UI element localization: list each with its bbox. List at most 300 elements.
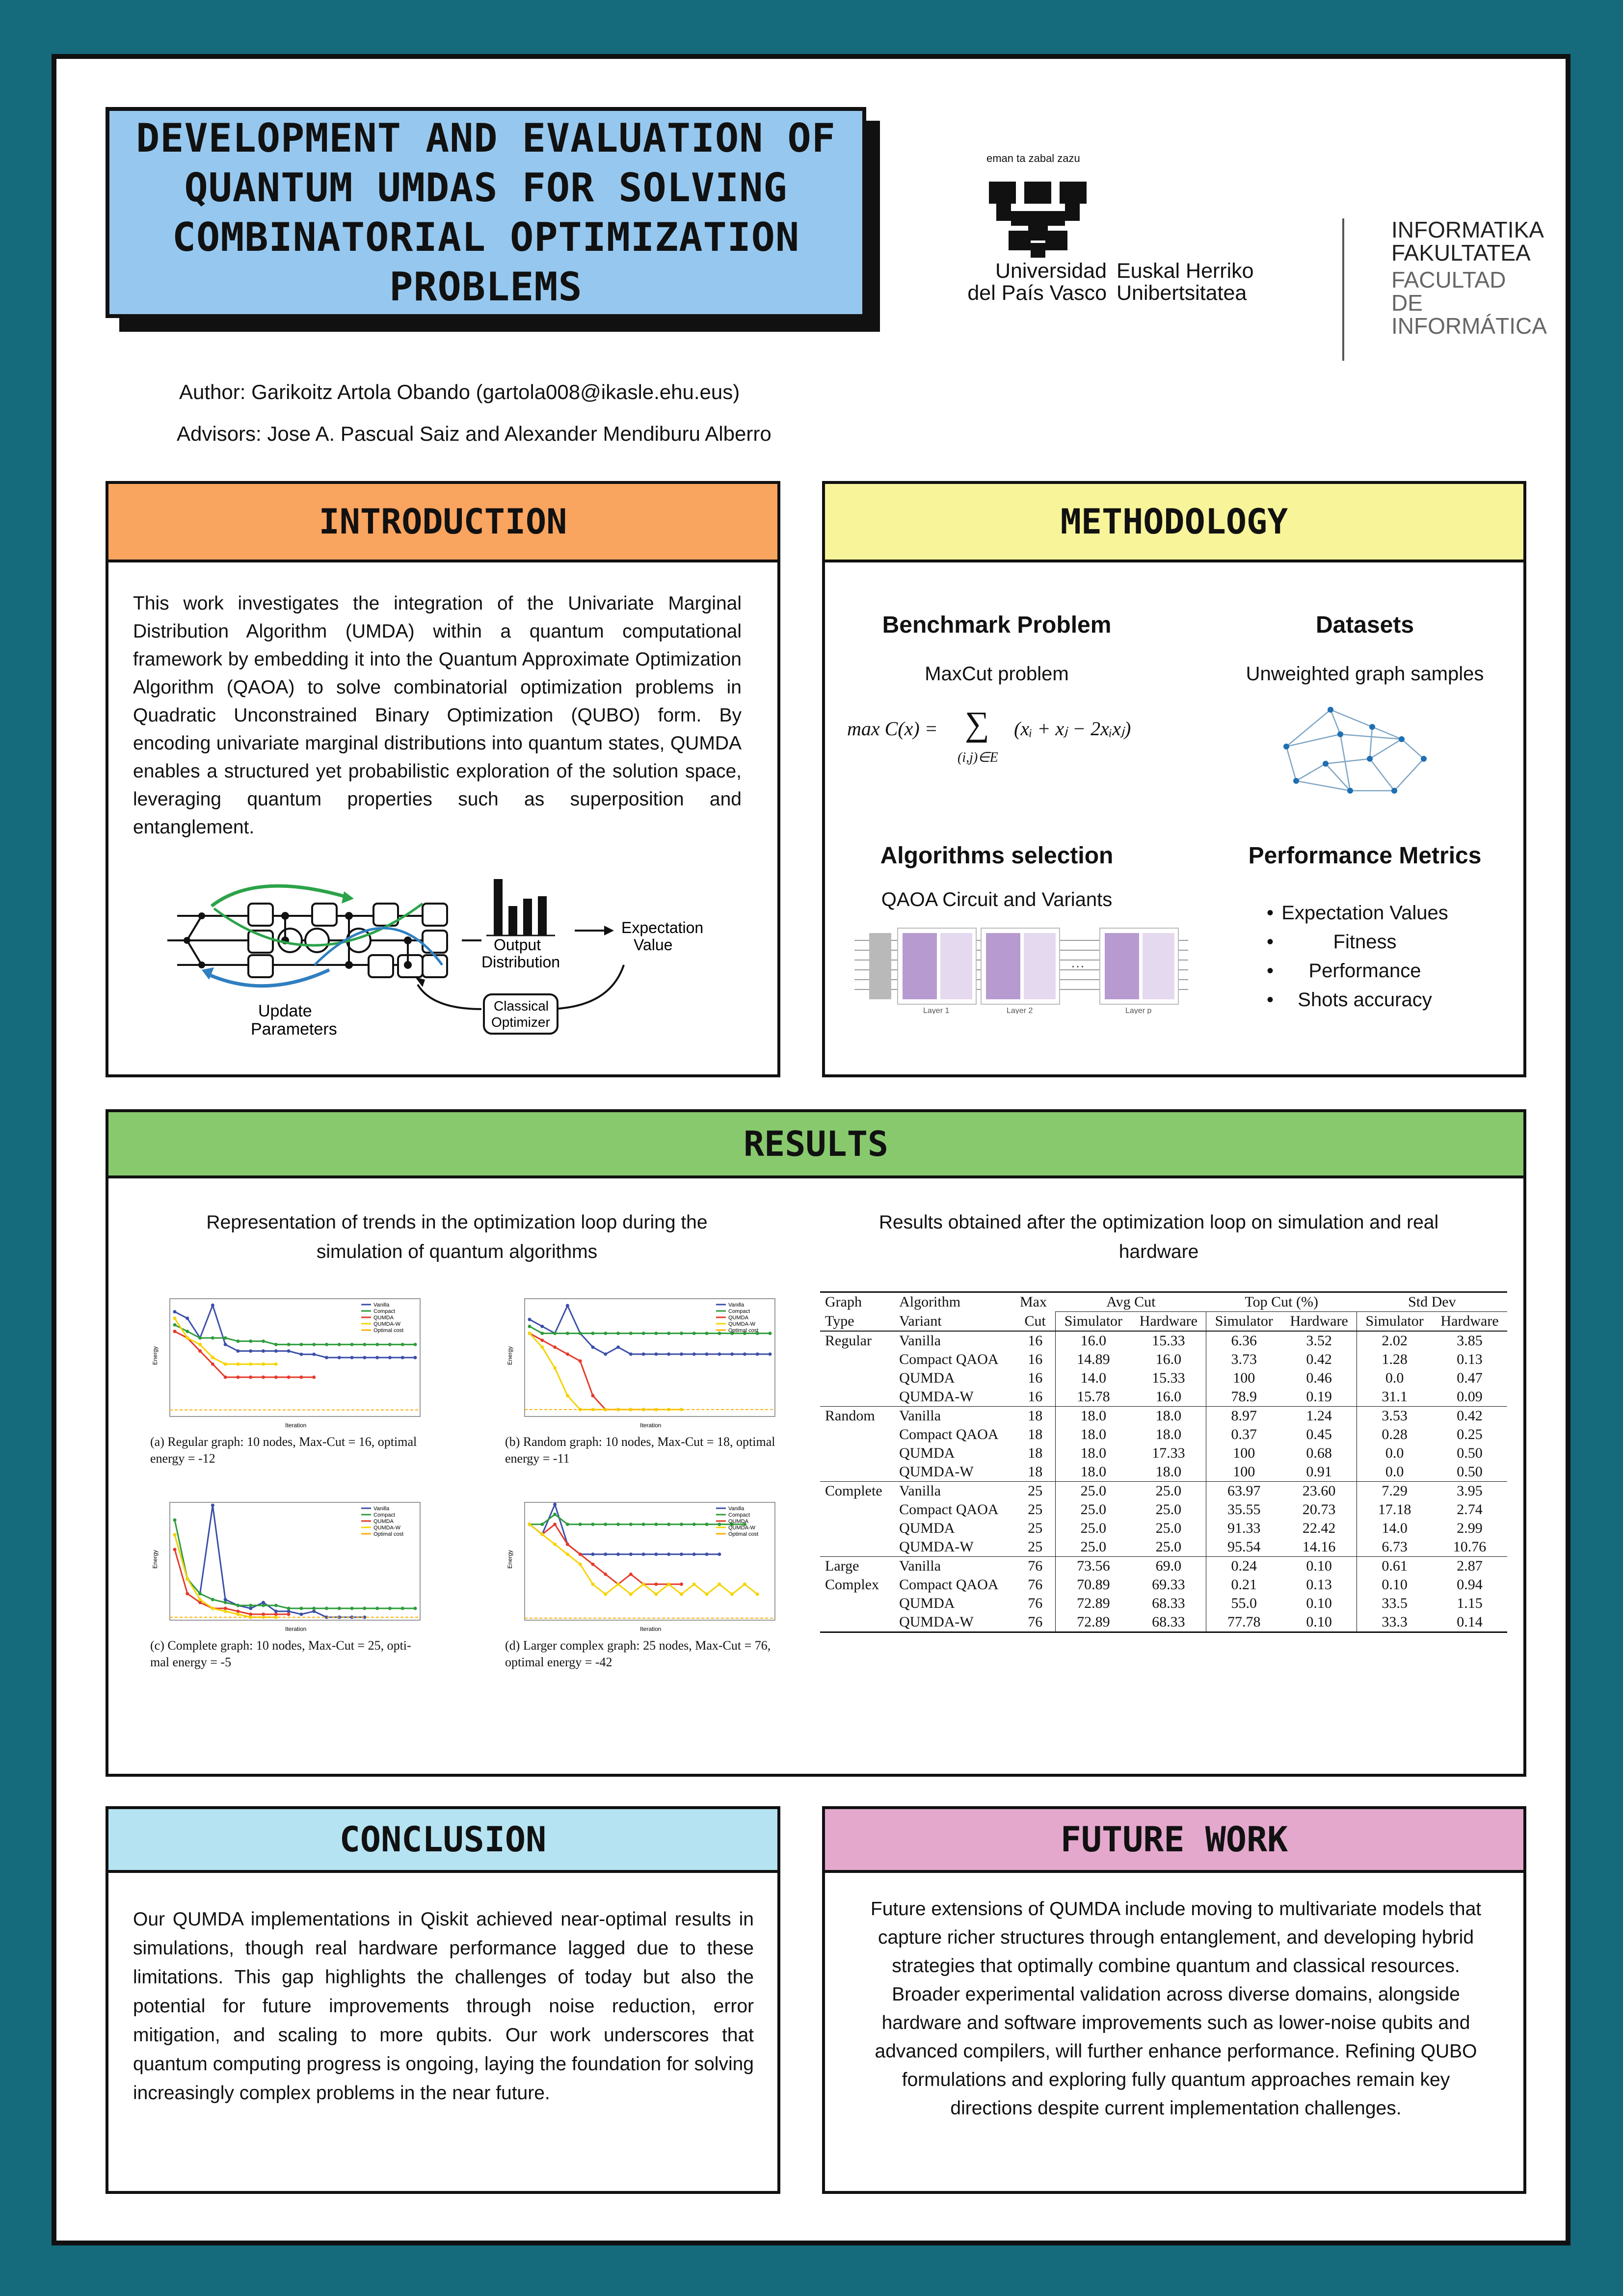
series-point — [730, 1352, 734, 1356]
faculty-name-eu-line1: INFORMATIKA — [1391, 217, 1544, 242]
series-point — [338, 1356, 341, 1360]
table-cell: 76 — [1015, 1575, 1056, 1594]
table-header: Algorithm — [899, 1294, 961, 1310]
series-point — [769, 1352, 772, 1356]
table-cell: 0.28 — [1382, 1426, 1408, 1442]
series-point — [692, 1332, 696, 1335]
table-cell: 77.78 — [1227, 1614, 1261, 1630]
table-header-row — [820, 1312, 1507, 1332]
legend-label: Optimal cost — [373, 1328, 404, 1334]
update-label-2: Parameters — [251, 1020, 337, 1039]
series-point — [312, 1607, 316, 1610]
table-cell: 2.99 — [1457, 1520, 1483, 1536]
table-cell: QUMDA-W — [899, 1388, 974, 1405]
table-row — [820, 1519, 1507, 1538]
series-point — [312, 1343, 316, 1346]
series-point — [654, 1593, 658, 1596]
table-cell: 76 — [1015, 1594, 1056, 1613]
legend-label: QUMDA-W — [728, 1321, 755, 1327]
series-point — [249, 1339, 252, 1343]
series-point — [692, 1522, 696, 1526]
table-header: Max — [1020, 1294, 1047, 1310]
series-point — [566, 1304, 569, 1308]
table-cell: Vanilla — [899, 1333, 941, 1349]
series-point — [287, 1349, 291, 1353]
series-point — [236, 1349, 239, 1353]
table-cell: QUMDA-W — [899, 1539, 974, 1555]
series-point — [540, 1338, 544, 1342]
series-point — [198, 1592, 202, 1596]
series-point — [553, 1345, 557, 1349]
series-point — [540, 1345, 544, 1349]
series-point — [262, 1349, 265, 1353]
table-row — [820, 1369, 1507, 1388]
series-point — [249, 1613, 252, 1616]
table-cell: 16 — [1015, 1350, 1056, 1369]
series-point — [274, 1376, 278, 1379]
table-cell: 18.0 — [1131, 1425, 1206, 1444]
series-point — [667, 1522, 670, 1526]
table-header: Simulator — [1064, 1313, 1123, 1329]
series-point — [262, 1601, 265, 1604]
series-point — [629, 1552, 633, 1556]
table-cell: 100 — [1233, 1370, 1255, 1386]
table-cell: 14.0 — [1080, 1370, 1107, 1386]
datasets-subtitle: Unweighted graph samples — [1246, 663, 1484, 685]
graph-type-cell: Complete — [825, 1483, 882, 1499]
table-cell: 69.33 — [1131, 1575, 1206, 1594]
series-point — [287, 1610, 291, 1613]
series-point — [616, 1522, 620, 1526]
series-point — [604, 1332, 607, 1335]
layer-label-2: Layer 2 — [1007, 1007, 1033, 1014]
series-point — [705, 1593, 709, 1596]
plot-caption-line: (d) Larger complex graph: 25 nodes, Max-Cut = 76, — [505, 1638, 771, 1653]
table-row — [820, 1388, 1507, 1407]
metric-item: • Fitness — [1267, 931, 1397, 953]
convergence-plot — [150, 1497, 425, 1635]
university-name-eu-line1: Euskal Herriko — [1117, 259, 1254, 283]
table-cell: 95.54 — [1227, 1539, 1261, 1555]
table-cell: QUMDA — [899, 1520, 955, 1536]
series-point — [325, 1356, 328, 1360]
metrics-list — [1257, 899, 1473, 1015]
series-point — [591, 1332, 594, 1335]
graph-type-cell: Random — [825, 1408, 875, 1424]
series-point — [553, 1513, 557, 1516]
series-point — [211, 1356, 214, 1360]
table-cell: 14.0 — [1382, 1520, 1408, 1536]
series-point — [680, 1582, 683, 1586]
table-cell: 25.0 — [1080, 1539, 1107, 1555]
series-point — [224, 1610, 227, 1613]
table-cell: 25.0 — [1080, 1501, 1107, 1518]
table-cell: 63.97 — [1227, 1483, 1261, 1499]
table-cell: 17.33 — [1131, 1444, 1206, 1463]
table-row — [820, 1350, 1507, 1369]
series-point — [718, 1582, 721, 1586]
series-point — [186, 1592, 189, 1596]
table-header: Top Cut (%) — [1206, 1292, 1357, 1312]
table-cell: 6.36 — [1231, 1333, 1257, 1349]
legend-label: Compact — [728, 1308, 750, 1314]
results-table — [820, 1291, 1507, 1633]
table-cell: 18.0 — [1080, 1464, 1107, 1480]
plot-caption — [505, 1434, 799, 1467]
series-point — [211, 1336, 214, 1340]
table-cell: 1.24 — [1281, 1407, 1357, 1426]
table-cell: 33.3 — [1382, 1614, 1408, 1630]
series-point — [312, 1376, 316, 1379]
metric-label: Shots accuracy — [1298, 989, 1432, 1011]
table-cell: 55.0 — [1231, 1595, 1257, 1611]
x-axis-label: Iteration — [640, 1626, 662, 1632]
series-point — [299, 1343, 303, 1346]
legend-label: Vanilla — [373, 1506, 390, 1512]
formula-sum: ∑ — [965, 705, 989, 743]
qaoa-circuit-diagram — [854, 926, 1188, 1014]
series-point — [591, 1563, 594, 1566]
series-point — [642, 1522, 645, 1526]
series-point — [173, 1519, 177, 1522]
table-cell: QUMDA-W — [899, 1614, 974, 1630]
series-point — [604, 1593, 607, 1596]
series-point — [401, 1356, 404, 1360]
series-point — [591, 1522, 594, 1526]
graph-type-cell — [820, 1519, 894, 1538]
series-point — [249, 1362, 252, 1366]
series-point — [718, 1352, 721, 1356]
series-point — [743, 1582, 746, 1586]
table-cell: 2.02 — [1382, 1333, 1408, 1349]
table-cell: 16 — [1015, 1369, 1056, 1388]
table-cell: Vanilla — [899, 1483, 941, 1499]
convergence-plot — [505, 1294, 780, 1431]
series-point — [604, 1522, 607, 1526]
series-point — [705, 1552, 709, 1556]
series-point — [173, 1323, 177, 1327]
series-point — [186, 1577, 189, 1581]
benchmark-subtitle: MaxCut problem — [925, 663, 1069, 685]
series-point — [629, 1593, 633, 1596]
series-point — [274, 1343, 278, 1346]
table-cell: QUMDA-W — [899, 1464, 974, 1480]
series-point — [616, 1332, 620, 1335]
series-point — [566, 1332, 569, 1335]
formula-index: (i,j)∈E — [958, 750, 998, 765]
university-name-es-line2: del País Vasco — [967, 281, 1107, 305]
algorithms-subtitle: QAOA Circuit and Variants — [881, 889, 1113, 910]
table-cell: Vanilla — [899, 1558, 941, 1574]
table-row — [820, 1444, 1507, 1463]
table-cell: 0.24 — [1231, 1558, 1257, 1574]
series-point — [692, 1352, 696, 1356]
table-cell: 15.33 — [1131, 1331, 1206, 1350]
series-point — [262, 1604, 265, 1607]
conclusion-text: Our QUMDA implementations in Qiskit achieved near-optimal results in simulations, though real hardware performance lagged due to these limitations. This gap highlights the challenges of today but also the potential for future improvements through noise reduction, error mitigation, and scaling to more qubits. Our work underscores that quantum computing progress is ongoing, laying the foundation for solving increasingly complex problems in the near future. — [133, 1909, 754, 2104]
faculty-name-es — [1391, 268, 1568, 338]
legend-label: Vanilla — [728, 1302, 745, 1308]
university-name-es-line1: Universidad — [995, 259, 1107, 283]
table-cell: 33.5 — [1382, 1595, 1408, 1611]
table-cell: 18 — [1015, 1444, 1056, 1463]
series-point — [540, 1533, 544, 1536]
table-cell: 0.10 — [1281, 1557, 1357, 1576]
table-cell: 100 — [1233, 1445, 1255, 1461]
series-point — [591, 1394, 594, 1397]
output-label-2: Distribution — [481, 953, 560, 971]
table-cell: 0.10 — [1281, 1613, 1357, 1632]
series-point — [642, 1352, 645, 1356]
series-point — [579, 1360, 582, 1363]
series-point — [274, 1613, 278, 1616]
faculty-name-es-line1: FACULTAD — [1391, 267, 1506, 293]
series-point — [566, 1522, 569, 1526]
table-cell: 0.10 — [1382, 1576, 1408, 1593]
series-point — [375, 1343, 379, 1346]
series-point — [198, 1336, 202, 1340]
table-cell: 0.21 — [1231, 1576, 1257, 1593]
series-point — [756, 1593, 759, 1596]
university-logo-block — [901, 152, 1568, 368]
plot-caption — [150, 1434, 445, 1467]
table-cell: 18.0 — [1080, 1426, 1107, 1442]
table-cell: 16.0 — [1131, 1350, 1206, 1369]
series-point — [629, 1573, 633, 1576]
series-point — [186, 1336, 189, 1340]
series-point — [211, 1504, 214, 1507]
series-point — [591, 1345, 594, 1349]
introduction-heading: INTRODUCTION — [108, 484, 777, 562]
series-point — [262, 1613, 265, 1616]
table-row — [820, 1594, 1507, 1613]
metrics-title: Performance Metrics — [1248, 843, 1482, 869]
series-point — [692, 1552, 696, 1556]
series-point — [553, 1522, 557, 1526]
series-point — [566, 1352, 569, 1356]
table-header: Simulator — [1215, 1313, 1273, 1329]
table-cell: 2.74 — [1457, 1501, 1483, 1518]
series-point — [540, 1522, 544, 1526]
series-point — [236, 1362, 239, 1366]
table-row — [820, 1500, 1507, 1519]
table-cell: 18.0 — [1080, 1445, 1107, 1461]
university-name-eu-line2: Unibertsitatea — [1117, 281, 1247, 305]
table-cell: 25 — [1015, 1482, 1056, 1501]
series-point — [274, 1362, 278, 1366]
faculty-name-es-line2: DE INFORMÁTICA — [1391, 290, 1547, 339]
faculty-name-eu — [1391, 218, 1544, 265]
series-point — [705, 1352, 709, 1356]
graph-type-cell — [820, 1444, 894, 1463]
metric-label: Expectation Values — [1281, 902, 1448, 924]
table-cell: 3.95 — [1457, 1483, 1483, 1499]
qaoa-loop-diagram — [167, 877, 707, 1053]
table-cell: 16.0 — [1080, 1333, 1107, 1349]
conclusion-heading: CONCLUSION — [108, 1809, 777, 1873]
series-point — [249, 1607, 252, 1610]
plot-caption-line: (a) Regular graph: 10 nodes, Max-Cut = 16, optimal — [150, 1435, 417, 1449]
series-point — [198, 1343, 202, 1346]
logo-motto: eman ta zabal zazu — [986, 152, 1080, 164]
faculty-name-eu-line2: FAKULTATEA — [1391, 240, 1531, 266]
legend-label: QUMDA-W — [373, 1525, 400, 1531]
series-point — [350, 1356, 354, 1360]
series-point — [262, 1339, 265, 1343]
table-cell: 1.28 — [1382, 1351, 1408, 1367]
series-point — [287, 1376, 291, 1379]
series-point — [553, 1543, 557, 1546]
series-point — [224, 1598, 227, 1602]
future-work-panel — [822, 1806, 1526, 2194]
series-point — [604, 1352, 607, 1356]
series-point — [388, 1343, 392, 1346]
svg-text:…: … — [1070, 955, 1085, 971]
series-point — [616, 1552, 620, 1556]
series-point — [553, 1503, 557, 1506]
x-axis-label: Iteration — [285, 1626, 307, 1632]
update-label-1: Update — [258, 1002, 312, 1020]
legend-label: QUMDA — [728, 1519, 748, 1524]
series-point — [198, 1601, 202, 1604]
table-row — [820, 1463, 1507, 1482]
university-name-eu — [1117, 260, 1254, 304]
table-cell: 10.76 — [1453, 1539, 1487, 1555]
table-cell: 0.0 — [1385, 1464, 1404, 1480]
table-cell: 25.0 — [1080, 1483, 1107, 1499]
methodology-heading: METHODOLOGY — [825, 484, 1523, 562]
plot-caption-line: optimal energy = -42 — [505, 1655, 612, 1669]
table-cell: 91.33 — [1227, 1520, 1261, 1536]
expectation-label-2: Value — [634, 936, 673, 954]
table-cell: 23.60 — [1281, 1482, 1357, 1501]
series-point — [173, 1533, 177, 1537]
series-point — [299, 1353, 303, 1356]
graph-type-cell: Complex — [825, 1576, 879, 1593]
formula-rhs: (xᵢ + xⱼ − 2xᵢxⱼ) — [1014, 718, 1131, 740]
plot-caption-line: (c) Complete graph: 10 nodes, Max-Cut = 25, opti- — [150, 1638, 411, 1653]
table-row — [820, 1331, 1507, 1350]
series-point — [224, 1362, 227, 1366]
table-cell: 0.09 — [1457, 1388, 1483, 1405]
table-cell: 0.13 — [1457, 1351, 1483, 1367]
table-cell: 78.9 — [1231, 1388, 1257, 1405]
table-header: Std Dev — [1357, 1292, 1507, 1312]
table-cell: 16.0 — [1131, 1388, 1206, 1407]
series-point — [236, 1376, 239, 1379]
formula-lhs: max C(x) = — [847, 718, 938, 740]
series-point — [375, 1356, 379, 1360]
series-point — [236, 1610, 239, 1613]
series-point — [186, 1330, 189, 1333]
series-point — [680, 1522, 683, 1526]
series-point — [769, 1332, 772, 1335]
table-cell: 25 — [1015, 1500, 1056, 1519]
table-cell: 0.45 — [1281, 1425, 1357, 1444]
series-point — [566, 1552, 569, 1556]
table-cell: 3.53 — [1382, 1408, 1408, 1424]
table-cell: 0.91 — [1281, 1463, 1357, 1482]
series-point — [363, 1343, 366, 1346]
series-point — [236, 1339, 239, 1343]
series-point — [186, 1317, 189, 1320]
series-point — [173, 1548, 177, 1551]
poster — [52, 54, 1570, 2245]
table-cell: QUMDA — [899, 1370, 955, 1386]
logo-divider — [1342, 218, 1344, 361]
series-point — [604, 1573, 607, 1576]
expectation-label-1: Expectation — [621, 919, 704, 936]
series-point — [224, 1607, 227, 1610]
series-point — [350, 1607, 354, 1610]
series-point — [705, 1332, 709, 1335]
table-cell: 3.52 — [1281, 1331, 1357, 1350]
series-point — [211, 1607, 214, 1610]
series-point — [579, 1563, 582, 1566]
conclusion-panel — [106, 1806, 780, 2194]
series-point — [401, 1343, 404, 1346]
table-cell: 20.73 — [1281, 1500, 1357, 1519]
series-point — [705, 1522, 709, 1526]
table-cell: 0.10 — [1281, 1594, 1357, 1613]
series-point — [667, 1582, 670, 1586]
table-cell: Compact QAOA — [899, 1576, 999, 1593]
legend-label: Compact — [373, 1308, 396, 1314]
table-cell: 0.68 — [1281, 1444, 1357, 1463]
series-point — [350, 1343, 354, 1346]
plot-caption-line: energy = -12 — [150, 1451, 215, 1466]
x-axis-label: Iteration — [285, 1422, 307, 1429]
series-point — [566, 1394, 569, 1397]
methodology-panel — [822, 481, 1526, 1077]
legend-label: Vanilla — [728, 1506, 745, 1512]
results-panel — [106, 1109, 1526, 1777]
results-right-caption: Results obtained after the optimization loop on simulation and real hardware — [878, 1212, 1439, 1262]
graph-type-cell — [820, 1594, 894, 1613]
series-point — [262, 1376, 265, 1379]
series-point — [553, 1332, 557, 1335]
series-point — [528, 1318, 532, 1321]
y-axis-label: Energy — [152, 1346, 159, 1365]
series-point — [718, 1522, 721, 1526]
series-point — [299, 1376, 303, 1379]
graph-type-cell — [820, 1463, 894, 1482]
series-point — [198, 1598, 202, 1602]
table-cell: 73.56 — [1077, 1558, 1110, 1574]
series-point — [680, 1352, 683, 1356]
table-cell: 3.85 — [1457, 1333, 1483, 1349]
convergence-plot — [150, 1294, 425, 1431]
series-point — [325, 1343, 328, 1346]
series-point — [730, 1593, 734, 1596]
series-point — [692, 1582, 696, 1586]
metric-item: • Performance — [1267, 960, 1421, 982]
benchmark-title: Benchmark Problem — [882, 612, 1112, 638]
table-cell: 68.33 — [1131, 1613, 1206, 1632]
poster-title: DEVELOPMENT AND EVALUATION OF QUANTUM UMDAS FOR SOLVING COMBINATORIAL OPTIMIZATION PROBLEMS — [136, 115, 836, 310]
series-point — [414, 1356, 417, 1360]
legend-label: Vanilla — [373, 1302, 390, 1308]
title-block — [106, 107, 866, 318]
series-point — [654, 1552, 658, 1556]
series-point — [249, 1376, 252, 1379]
table-header: Hardware — [1131, 1312, 1206, 1332]
graph-type-cell — [820, 1538, 894, 1557]
university-name-es — [901, 260, 1107, 304]
table-cell: 7.29 — [1382, 1483, 1408, 1499]
plot-caption — [150, 1637, 445, 1671]
series-point — [616, 1345, 620, 1349]
